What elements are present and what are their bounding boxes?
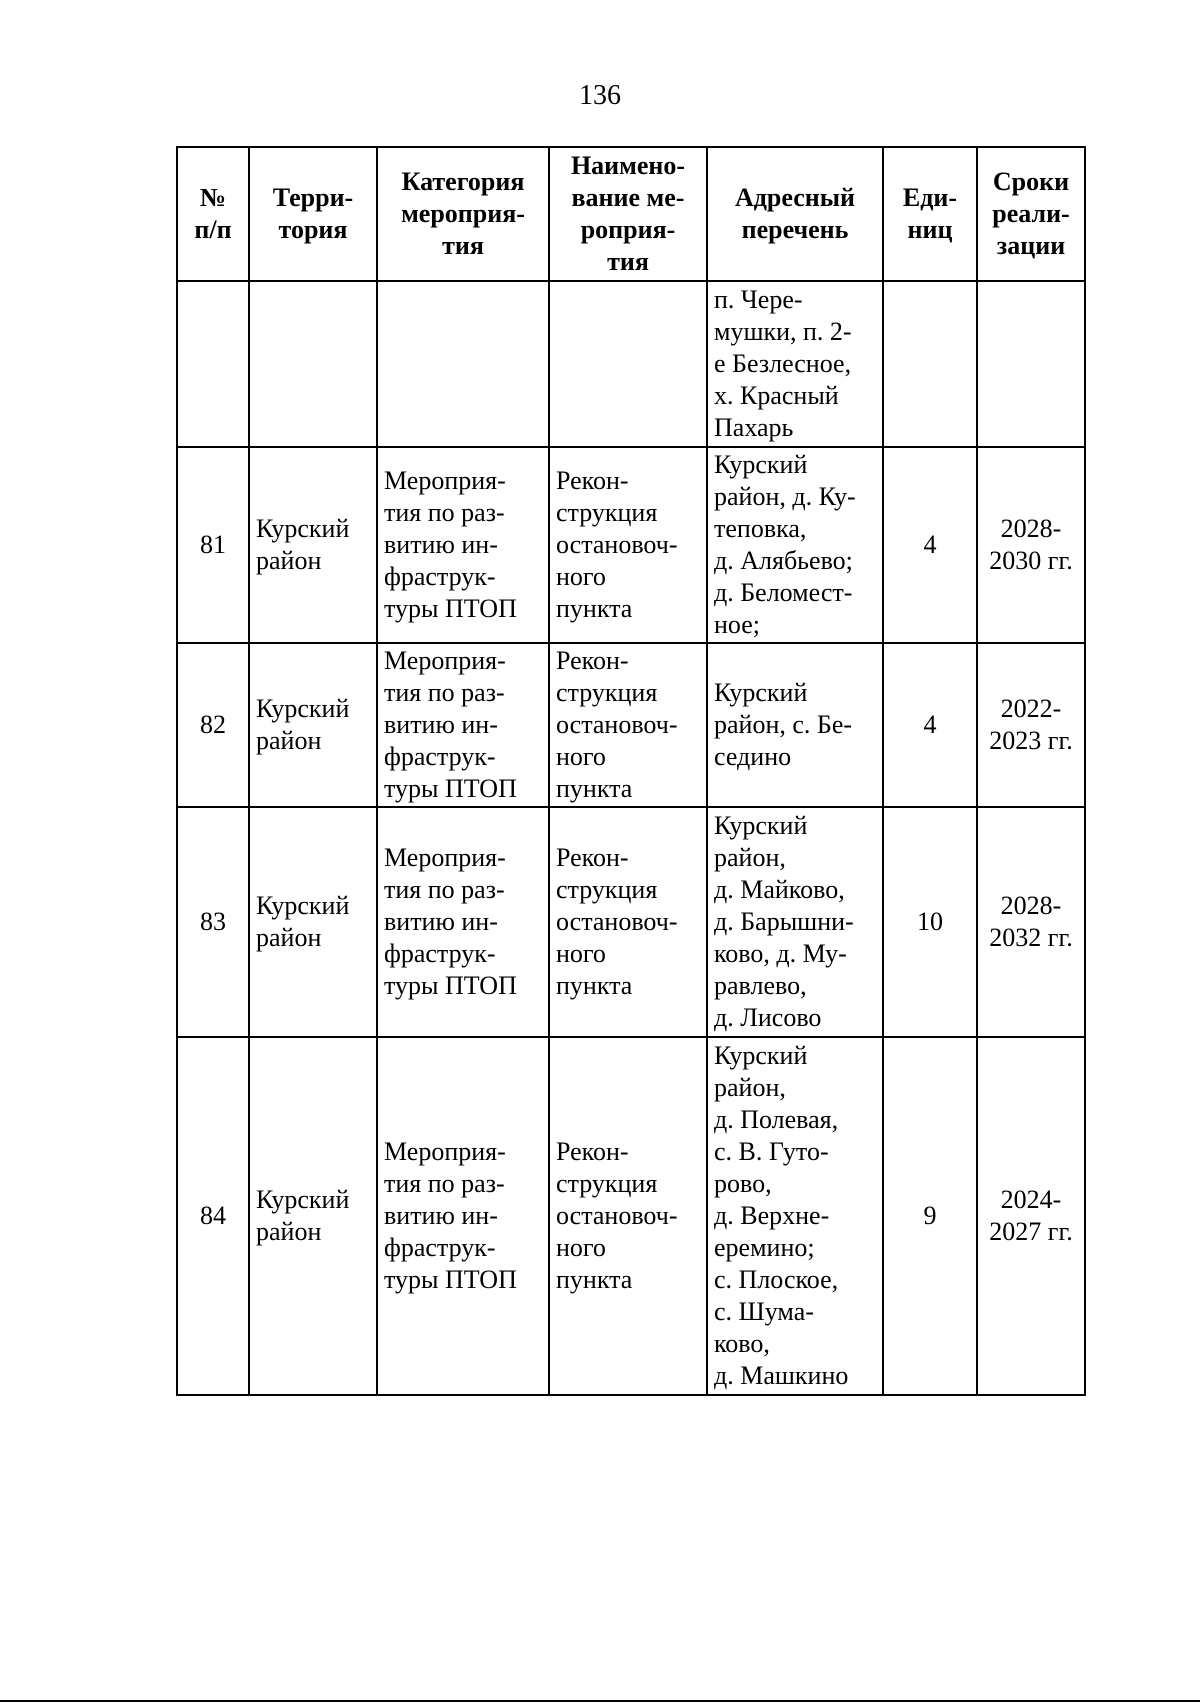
- table-header-row: [177, 147, 1085, 281]
- cell-name: [549, 281, 707, 447]
- scan-bottom-edge: [0, 1700, 1200, 1702]
- header-period: Сроки реали- зации: [977, 147, 1085, 281]
- cell-num: 83: [177, 807, 249, 1037]
- cell-period: 2028- 2030 гг.: [977, 447, 1085, 643]
- page-number: 136: [579, 80, 621, 111]
- cell-num: 82: [177, 643, 249, 807]
- cell-name: Рекон- струкция остановоч- ного пункта: [549, 1037, 707, 1395]
- cell-territory: Курский район: [249, 447, 377, 643]
- cell-period: 2022- 2023 гг.: [977, 643, 1085, 807]
- cell-name: Рекон- струкция остановоч- ного пункта: [549, 807, 707, 1037]
- cell-category: [377, 281, 549, 447]
- cell-num: [177, 281, 249, 447]
- cell-territory: [249, 281, 377, 447]
- cell-name: Рекон- струкция остановоч- ного пункта: [549, 643, 707, 807]
- cell-category: Мероприя- тия по раз- витию ин- фраструк- туры ПТОП: [377, 447, 549, 643]
- table-row-continuation: [177, 281, 1085, 447]
- cell-address: Курский район, с. Бе- седино: [707, 643, 883, 807]
- cell-name: Рекон- струкция остановоч- ного пункта: [549, 447, 707, 643]
- cell-address: п. Чере- мушки, п. 2- е Безлесное, х. Красный Пахарь: [707, 281, 883, 447]
- cell-category: Мероприя- тия по раз- витию ин- фраструк- туры ПТОП: [377, 807, 549, 1037]
- table-row-81: [177, 447, 1085, 643]
- table-row-83: [177, 807, 1085, 1037]
- cell-territory: Курский район: [249, 643, 377, 807]
- cell-address: Курский район, д. Полевая, с. В. Гуто- рово, д. Верхне- еремино; с. Плоское, с. Шума- ково, д. Машкино: [707, 1037, 883, 1395]
- header-address: Адресный перечень: [707, 147, 883, 281]
- cell-units: [883, 281, 977, 447]
- cell-period: 2024- 2027 гг.: [977, 1037, 1085, 1395]
- table-row-84: [177, 1037, 1085, 1395]
- cell-num: 81: [177, 447, 249, 643]
- header-territory: Терри- тория: [249, 147, 377, 281]
- header-name: Наимено- вание ме- роприя- тия: [549, 147, 707, 281]
- cell-num: 84: [177, 1037, 249, 1395]
- cell-period: [977, 281, 1085, 447]
- cell-period: 2028- 2032 гг.: [977, 807, 1085, 1037]
- cell-territory: Курский район: [249, 807, 377, 1037]
- header-num: № п/п: [177, 147, 249, 281]
- cell-units: 9: [883, 1037, 977, 1395]
- cell-address: Курский район, д. Майково, д. Барышни- ково, д. Му- равлево, д. Лисово: [707, 807, 883, 1037]
- cell-units: 4: [883, 643, 977, 807]
- cell-category: Мероприя- тия по раз- витию ин- фраструк- туры ПТОП: [377, 1037, 549, 1395]
- header-category: Категория мероприя- тия: [377, 147, 549, 281]
- cell-units: 10: [883, 807, 977, 1037]
- measures-table: [176, 146, 1086, 1396]
- cell-territory: Курский район: [249, 1037, 377, 1395]
- table-row-82: [177, 643, 1085, 807]
- cell-units: 4: [883, 447, 977, 643]
- header-units: Еди- ниц: [883, 147, 977, 281]
- cell-address: Курский район, д. Ку- теповка, д. Алябьево; д. Беломест- ное;: [707, 447, 883, 643]
- cell-category: Мероприя- тия по раз- витию ин- фраструк- туры ПТОП: [377, 643, 549, 807]
